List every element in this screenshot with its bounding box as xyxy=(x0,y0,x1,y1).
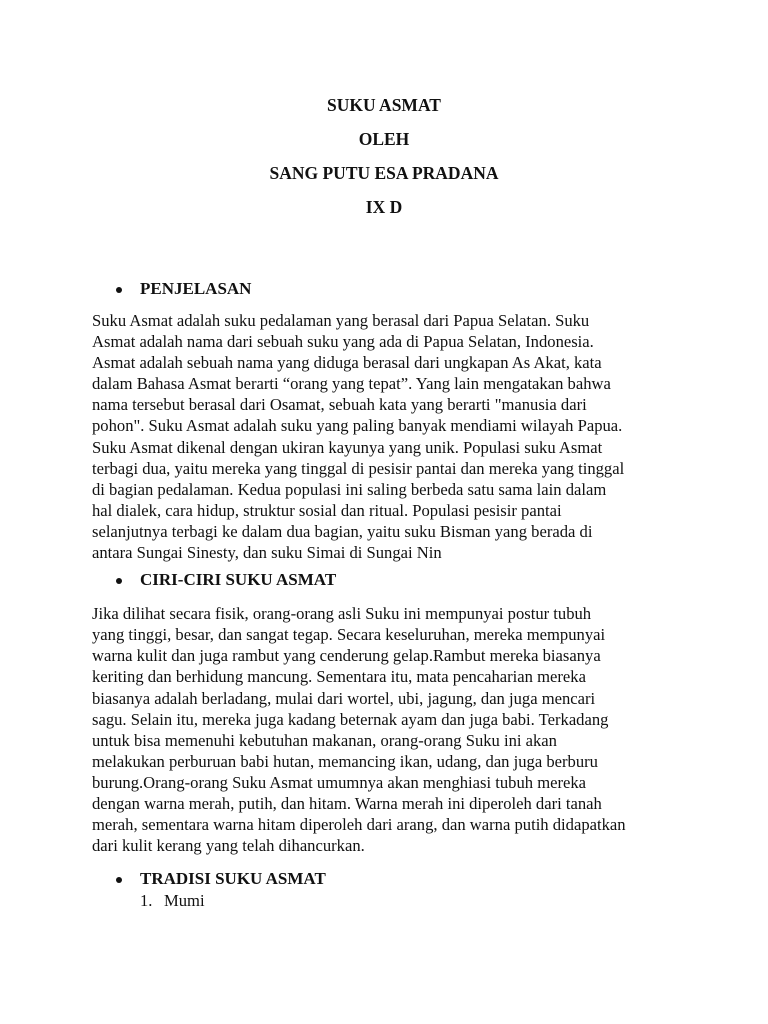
paragraph-line: hal dialek, cara hidup, struktur sosial dan ritual. Populasi pesisir pantai xyxy=(92,500,562,520)
paragraph-line: melakukan perburuan babi hutan, memancing ikan, udang, dan juga berburu xyxy=(92,751,598,771)
list-item xyxy=(140,890,692,912)
paragraph-line: keriting dan berhidung mancung. Sementara itu, mata pencaharian mereka xyxy=(92,667,586,687)
paragraph-line: untuk bisa memenuhi kebutuhan makanan, orang-orang Suku ini akan xyxy=(92,730,557,750)
paragraph-line: antara Sungai Sinesty, dan suku Simai di Sungai Nin xyxy=(92,543,442,563)
section-heading-penjelasan xyxy=(92,278,692,300)
paragraph-line: pohon". Suku Asmat adalah suku yang paling banyak mendiami wilayah Papua. xyxy=(92,416,623,436)
paragraph-line: dari kulit kerang yang telah dihancurkan. xyxy=(92,836,365,856)
paragraph-line: Suku Asmat adalah suku pedalaman yang berasal dari Papua Selatan. Suku xyxy=(92,311,590,330)
bullet-icon xyxy=(116,877,122,883)
section-heading-label: CIRI-CIRI SUKU ASMAT xyxy=(140,570,337,590)
paragraph-line: di bagian pedalaman. Kedua populasi ini saling berbeda satu sama lain dalam xyxy=(92,479,607,499)
class-label: IX D xyxy=(365,197,403,217)
author-prefix: OLEH xyxy=(358,129,410,149)
paragraph-line: warna kulit dan juga rambut yang cenderung gelap.Rambut mereka biasanya xyxy=(92,646,601,666)
list-item-number: 1. xyxy=(140,891,153,911)
list-item-text: Mumi xyxy=(164,891,205,911)
section-heading-ciri-ciri xyxy=(92,569,692,591)
paragraph-line: Asmat adalah sebuah nama yang diduga berasal dari ungkapan As Akat, kata xyxy=(92,353,602,373)
section-heading-label: TRADISI SUKU ASMAT xyxy=(140,869,326,889)
paragraph-line: burung.Orang-orang Suku Asmat umumnya akan menghiasi tubuh mereka xyxy=(92,772,587,792)
paragraph-line: Jika dilihat secara fisik, orang-orang asli Suku ini mempunyai postur tubuh xyxy=(92,604,592,624)
paragraph-line: sagu. Selain itu, mereka juga kadang beternak ayam dan juga babi. Terkadang xyxy=(92,709,609,729)
paragraph-line: terbagi dua, yaitu mereka yang tinggal di pesisir pantai dan mereka yang tinggal xyxy=(92,458,625,478)
document-body xyxy=(92,278,692,912)
paragraph-line: nama tersebut berasal dari Osamat, sebuah kata yang berarti "manusia dari xyxy=(92,395,587,415)
bullet-icon xyxy=(116,578,122,584)
tradisi-numbered-list xyxy=(92,890,692,912)
document-title: SUKU ASMAT xyxy=(327,95,441,115)
paragraph-line: Suku Asmat dikenal dengan ukiran kayunya yang unik. Populasi suku Asmat xyxy=(92,437,603,457)
section-heading-tradisi xyxy=(92,868,692,890)
paragraph-line: selanjutnya terbagi ke dalam dua bagian, yaitu suku Bisman yang berada di xyxy=(92,521,593,541)
paragraph-line: biasanya adalah berladang, mulai dari wortel, ubi, jagung, dan juga mencari xyxy=(92,688,596,708)
paragraph-line: Asmat adalah nama dari sebuah suku yang ada di Papua Selatan, Indonesia. xyxy=(92,332,594,352)
paragraph-line: dengan warna merah, putih, dan hitam. Warna merah ini diperoleh dari tanah xyxy=(92,793,602,813)
author-name: SANG PUTU ESA PRADANA xyxy=(269,163,499,183)
paragraph-line: merah, sementara warna hitam diperoleh dari arang, dan warna putih didapatkan xyxy=(92,815,626,835)
section-paragraph-penjelasan xyxy=(92,310,692,563)
paragraph-line: yang tinggi, besar, dan sangat tegap. Secara keseluruhan, mereka mempunyai xyxy=(92,625,606,645)
document-title-block xyxy=(0,88,768,224)
paragraph-line: dalam Bahasa Asmat berarti “orang yang tepat”. Yang lain mengatakan bahwa xyxy=(92,374,611,394)
section-heading-label: PENJELASAN xyxy=(140,279,252,298)
section-paragraph-ciri-ciri xyxy=(92,603,692,856)
bullet-icon xyxy=(116,287,122,293)
